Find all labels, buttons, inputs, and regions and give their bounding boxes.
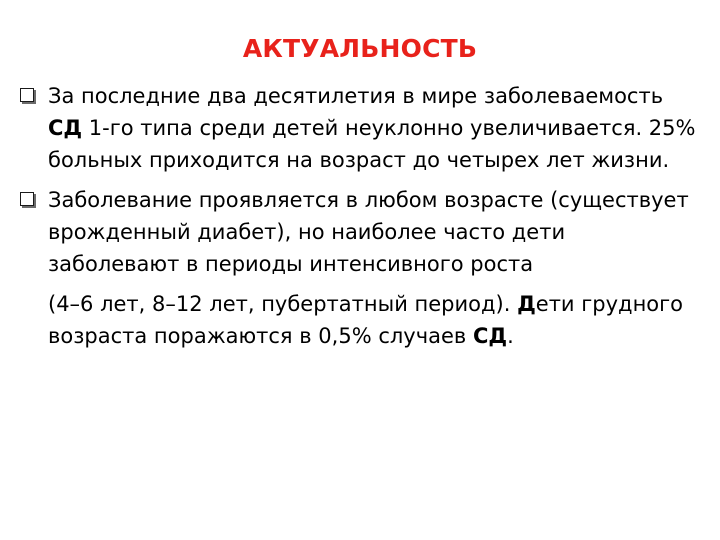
slide-content <box>20 80 700 352</box>
bullet-item-1 <box>20 80 700 176</box>
checkbox-square-icon <box>20 192 34 206</box>
checkbox-square-icon <box>20 88 34 102</box>
bullet-text-2: Заболевание проявляется в любом возрасте (существует врожденный диабет), но наиболее часто дети заболевают в периоды интенсивного роста <box>48 188 689 276</box>
bullet-item-2 <box>20 184 700 280</box>
bullet-text-1: За последние два десятилетия в мире заболеваемость СД 1-го типа среди детей неуклонно увеличивается. 25% больных приходится на возраст до четырех лет жизни. <box>48 84 696 172</box>
slide-title: АКТУАЛЬНОСТЬ <box>242 34 478 63</box>
bullet-continuation: (4–6 лет, 8–12 лет, пубертатный период). Дети грудного возраста поражаются в 0,5% случаев СД. <box>48 292 684 348</box>
